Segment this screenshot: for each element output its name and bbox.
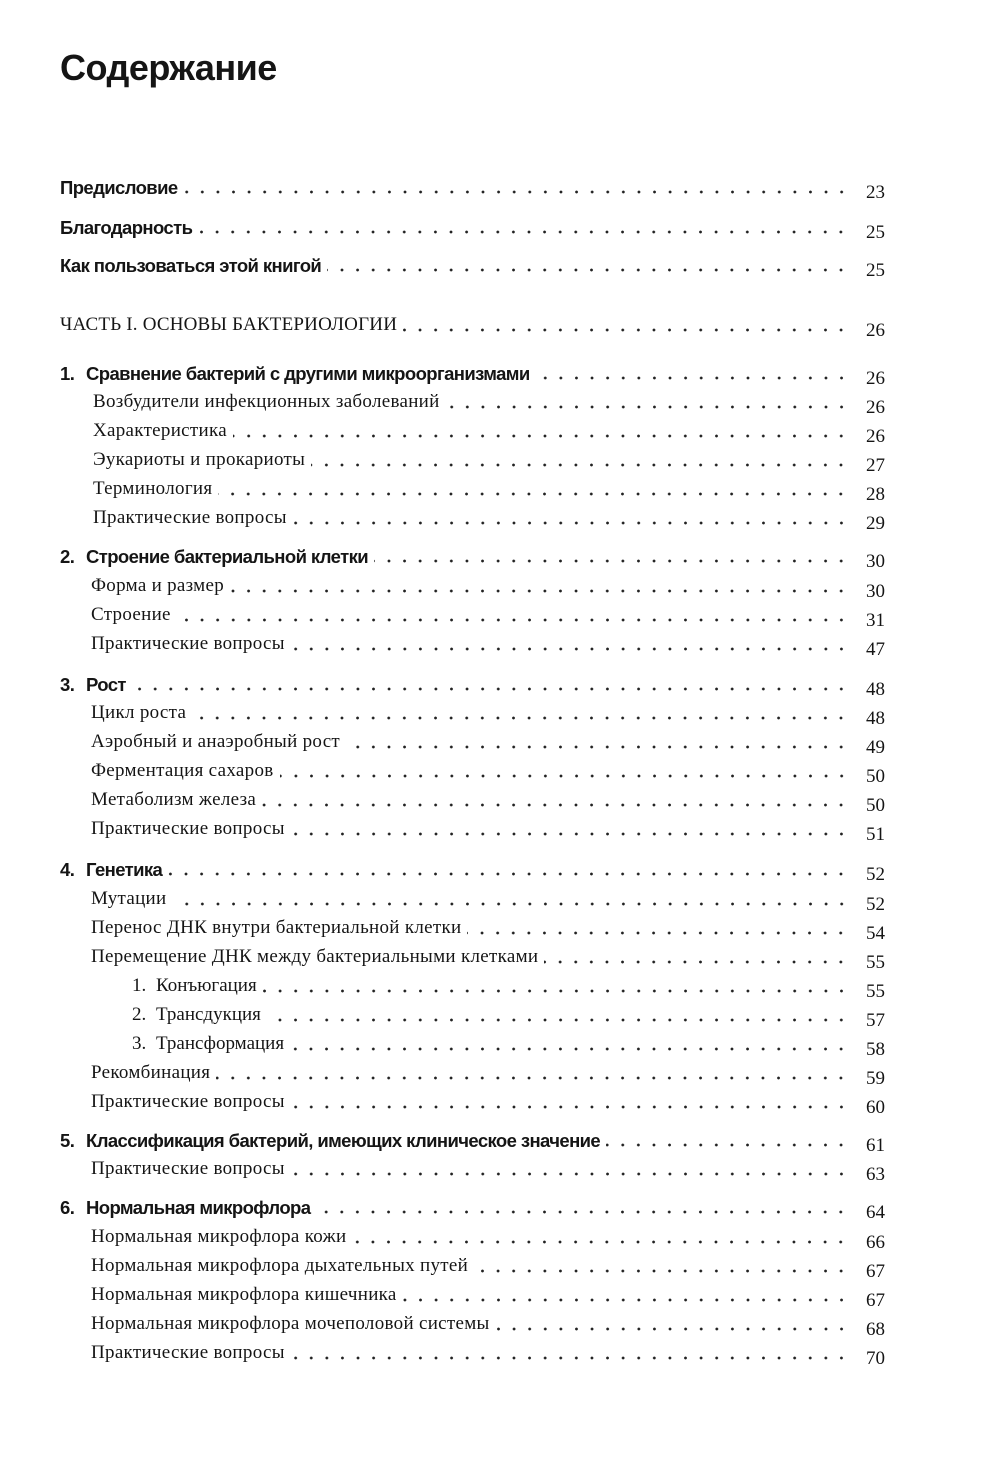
toc-entry-title xyxy=(91,1256,470,1277)
dot-leader xyxy=(198,230,849,234)
dot-leader xyxy=(216,1076,849,1080)
toc-entry-title xyxy=(91,605,173,626)
toc-entry xyxy=(60,1121,885,1157)
dot-leader xyxy=(218,492,849,496)
toc-entry-title xyxy=(91,918,463,939)
page-title: Содержание xyxy=(60,47,277,88)
toc-entry-page-number: 23 xyxy=(866,182,885,204)
toc-entry-title xyxy=(93,479,214,500)
toc-entry-label: Практические вопросы xyxy=(93,507,287,529)
toc-entry-label: Форма и размер xyxy=(91,575,225,597)
toc-entry-label: Перемещение ДНК между бактериальными клетками xyxy=(91,946,539,968)
toc-entry-title xyxy=(91,1063,212,1084)
toc-entry-label: Аэробный и анаэробный рост xyxy=(91,731,341,753)
dot-leader xyxy=(346,745,849,749)
toc-entry-title xyxy=(91,576,226,597)
toc-entry-page-number: 26 xyxy=(866,368,885,390)
toc-entry-title xyxy=(91,889,169,910)
toc-entry-page-number: 70 xyxy=(866,1348,885,1370)
toc-entry-title xyxy=(91,1314,492,1335)
toc-entry-page-number: 26 xyxy=(866,397,885,419)
dot-leader xyxy=(316,1210,849,1214)
toc-entry-page-number: 25 xyxy=(866,260,885,282)
toc-entry-title xyxy=(132,1034,286,1055)
toc-entry xyxy=(91,810,885,846)
toc-entry xyxy=(60,537,885,573)
toc-entry xyxy=(91,723,885,759)
toc-entry-label: Трансдукция xyxy=(156,1004,261,1026)
toc-entry-page-number: 27 xyxy=(866,455,885,477)
toc-entry-title xyxy=(91,703,188,724)
toc-entry-page-number: 55 xyxy=(866,981,885,1003)
toc-entry-label: Строение xyxy=(91,604,171,626)
toc-entry-label: Рекомбинация xyxy=(91,1062,211,1084)
toc-entry xyxy=(91,1150,885,1186)
toc-entry-number: 4. xyxy=(60,858,75,880)
toc-entry xyxy=(132,1025,885,1061)
dot-leader xyxy=(262,803,849,807)
toc-entry-page-number: 55 xyxy=(866,952,885,974)
dot-leader xyxy=(474,1269,849,1273)
toc-entry-title xyxy=(93,450,307,471)
dot-leader xyxy=(233,434,849,438)
dot-leader xyxy=(173,902,850,906)
dot-leader xyxy=(536,376,849,380)
dot-leader xyxy=(280,774,849,778)
toc-entry-number: 1. xyxy=(132,975,147,997)
toc-entry-page-number: 48 xyxy=(866,708,885,730)
toc-entry-page-number: 63 xyxy=(866,1164,885,1186)
toc-entry xyxy=(93,412,885,448)
toc-entry-title xyxy=(60,1198,312,1218)
toc-entry-page-number: 64 xyxy=(866,1202,885,1224)
toc-entry-page-number: 50 xyxy=(866,766,885,788)
toc-entry-number: 3. xyxy=(60,673,75,695)
toc-entry-page-number: 49 xyxy=(866,737,885,759)
dot-leader xyxy=(291,832,849,836)
toc-entry-label: Цикл роста xyxy=(91,702,187,724)
toc-entry-label: Рост xyxy=(86,673,126,695)
toc-entry xyxy=(60,1188,885,1224)
toc-entry xyxy=(91,1247,885,1283)
toc-entry-page-number: 25 xyxy=(866,222,885,244)
toc-entry-label: Практические вопросы xyxy=(91,1342,285,1364)
toc-entry-label: Практические вопросы xyxy=(91,818,285,840)
toc-entry xyxy=(91,596,885,632)
toc-entry-title xyxy=(91,634,287,655)
dot-leader xyxy=(293,521,849,525)
dot-leader xyxy=(403,328,849,332)
dot-leader xyxy=(132,687,849,691)
toc-entry-label: Сравнение бактерий с другими микроорганизмами xyxy=(86,362,530,384)
toc-entry xyxy=(60,246,885,282)
toc-entry xyxy=(91,1218,885,1254)
toc-entry-label: Как пользоваться этой книгой xyxy=(60,254,322,276)
toc-entry-number: 1. xyxy=(60,362,75,384)
dot-leader xyxy=(263,989,849,993)
dot-leader xyxy=(467,931,849,935)
toc-entry-title xyxy=(132,1005,263,1026)
toc-entry-label: Практические вопросы xyxy=(91,1091,285,1113)
dot-leader xyxy=(446,405,849,409)
toc-entry-page-number: 59 xyxy=(866,1068,885,1090)
toc-entry-title xyxy=(91,761,276,782)
toc-entry-page-number: 67 xyxy=(866,1261,885,1283)
toc-entry-label: Предисловие xyxy=(60,176,178,198)
toc-entry-title xyxy=(91,947,540,968)
toc-entry xyxy=(60,665,885,701)
toc-entry-label: Строение бактериальной клетки xyxy=(86,545,369,567)
toc-entry-label: Нормальная микрофлора кишечника xyxy=(91,1284,397,1306)
toc-entry xyxy=(93,499,885,535)
toc-entry-number: 2. xyxy=(60,545,75,567)
toc-entry xyxy=(91,1305,885,1341)
toc-entry-title xyxy=(60,256,323,276)
toc-entry-title xyxy=(60,675,128,695)
toc-entry-title xyxy=(91,1227,348,1248)
toc-entry-label: Метаболизм железа xyxy=(91,789,257,811)
toc-entry xyxy=(91,694,885,730)
toc-entry-page-number: 58 xyxy=(866,1039,885,1061)
toc-entry-label: Благодарность xyxy=(60,216,193,238)
toc-entry-page-number: 29 xyxy=(866,513,885,535)
toc-entry-page-number: 28 xyxy=(866,484,885,506)
dot-leader xyxy=(291,1105,849,1109)
toc-entry-page-number: 66 xyxy=(866,1232,885,1254)
toc-entry-title xyxy=(93,392,442,413)
toc-entry-label: Нормальная микрофлора мочеполовой системы xyxy=(91,1313,490,1335)
dot-leader xyxy=(267,1018,849,1022)
dot-leader xyxy=(496,1327,849,1331)
toc-entry xyxy=(91,1054,885,1090)
dot-leader xyxy=(291,647,849,651)
toc-entry xyxy=(91,1276,885,1312)
toc-entry xyxy=(91,625,885,661)
toc-entry-page-number: 57 xyxy=(866,1010,885,1032)
dot-leader xyxy=(311,463,849,467)
toc-entry-title xyxy=(91,732,342,753)
toc-entry-label: Практические вопросы xyxy=(91,1158,285,1180)
toc-entry-title xyxy=(60,178,180,198)
toc-entry xyxy=(91,909,885,945)
toc-entry xyxy=(60,306,885,342)
toc-entry xyxy=(91,1334,885,1370)
toc-entry-label: Конъюгация xyxy=(156,975,257,997)
toc-entry xyxy=(60,168,885,204)
dot-leader xyxy=(290,1047,849,1051)
toc-entry-label: Терминология xyxy=(93,478,213,500)
toc-entry-label: Генетика xyxy=(86,858,163,880)
toc-entry-page-number: 26 xyxy=(866,426,885,448)
dot-leader xyxy=(327,268,849,272)
toc-entry-label: Трансформация xyxy=(156,1033,285,1055)
toc-entry-label: Мутации xyxy=(91,888,167,910)
toc-entry-number: 2. xyxy=(132,1004,147,1026)
toc-entry-title xyxy=(91,1159,287,1180)
toc-entry-label: Нормальная микрофлора дыхательных путей xyxy=(91,1255,469,1277)
toc-entry-label: Характеристика xyxy=(93,420,227,442)
toc-entry xyxy=(91,781,885,817)
toc-entry-page-number: 52 xyxy=(866,894,885,916)
toc-entry-label: Эукариоты и прокариоты xyxy=(93,449,306,471)
toc-entry-page-number: 30 xyxy=(866,551,885,573)
dot-leader xyxy=(374,559,849,563)
toc-entry-page-number: 60 xyxy=(866,1097,885,1119)
toc-entry-page-number: 51 xyxy=(866,824,885,846)
toc-entry-title xyxy=(91,790,258,811)
dot-leader xyxy=(606,1143,849,1147)
toc-entry xyxy=(93,441,885,477)
toc-entry xyxy=(132,996,885,1032)
toc-entry xyxy=(60,850,885,886)
toc-entry-title xyxy=(60,315,399,336)
toc-entry-title xyxy=(60,860,164,880)
toc-entry-page-number: 26 xyxy=(866,320,885,342)
toc-entry-page-number: 48 xyxy=(866,679,885,701)
dot-leader xyxy=(291,1356,849,1360)
toc-entry-page-number: 54 xyxy=(866,923,885,945)
toc-entry-label: ЧАСТЬ I. ОСНОВЫ БАКТЕРИОЛОГИИ xyxy=(60,314,398,336)
dot-leader xyxy=(352,1240,849,1244)
dot-leader xyxy=(192,716,849,720)
toc-entry-title xyxy=(60,364,532,384)
toc-entry-title xyxy=(91,1285,399,1306)
toc-entry-title xyxy=(91,1092,287,1113)
toc-entry xyxy=(91,880,885,916)
toc-entry-label: Перенос ДНК внутри бактериальной клетки xyxy=(91,917,462,939)
toc-entry xyxy=(91,567,885,603)
toc-entry xyxy=(91,752,885,788)
toc-entry-label: Ферментация сахаров xyxy=(91,760,274,782)
toc-entry xyxy=(60,354,885,390)
toc-entry-number: 5. xyxy=(60,1129,75,1151)
toc-entry-page-number: 50 xyxy=(866,795,885,817)
toc-entry-label: Возбудители инфекционных заболеваний xyxy=(93,391,440,413)
toc-entry-page-number: 30 xyxy=(866,581,885,603)
toc-entry xyxy=(93,383,885,419)
toc-entry-title xyxy=(60,1131,602,1151)
toc-entry xyxy=(93,470,885,506)
toc-entry-title xyxy=(60,218,194,238)
dot-leader xyxy=(291,1172,849,1176)
toc-entry xyxy=(91,1083,885,1119)
toc-entry-title xyxy=(91,819,287,840)
dot-leader xyxy=(403,1298,849,1302)
dot-leader xyxy=(184,190,849,194)
dot-leader xyxy=(230,589,849,593)
toc-entry-label: Нормальная микрофлора xyxy=(86,1196,311,1218)
toc-entry-page-number: 47 xyxy=(866,639,885,661)
toc-entry-number: 6. xyxy=(60,1196,75,1218)
toc-entry-title xyxy=(93,508,289,529)
toc-entry xyxy=(60,208,885,244)
toc-entry-title xyxy=(91,1343,287,1364)
toc-entry-page-number: 68 xyxy=(866,1319,885,1341)
toc-entry xyxy=(132,967,885,1003)
toc-entry xyxy=(91,938,885,974)
toc-entry-title xyxy=(60,547,370,567)
dot-leader xyxy=(177,618,849,622)
dot-leader xyxy=(168,872,849,876)
toc-entry-label: Нормальная микрофлора кожи xyxy=(91,1226,347,1248)
toc-entry-number: 3. xyxy=(132,1033,147,1055)
toc-entry-page-number: 52 xyxy=(866,864,885,886)
toc-entry-label: Практические вопросы xyxy=(91,633,285,655)
toc-entry-page-number: 31 xyxy=(866,610,885,632)
toc-entry-label: Классификация бактерий, имеющих клиническое значение xyxy=(86,1129,601,1151)
toc-entry-title xyxy=(132,976,259,997)
toc-entry-page-number: 61 xyxy=(866,1135,885,1157)
dot-leader xyxy=(544,960,849,964)
toc-entry-page-number: 67 xyxy=(866,1290,885,1312)
toc-entry-title xyxy=(93,421,229,442)
